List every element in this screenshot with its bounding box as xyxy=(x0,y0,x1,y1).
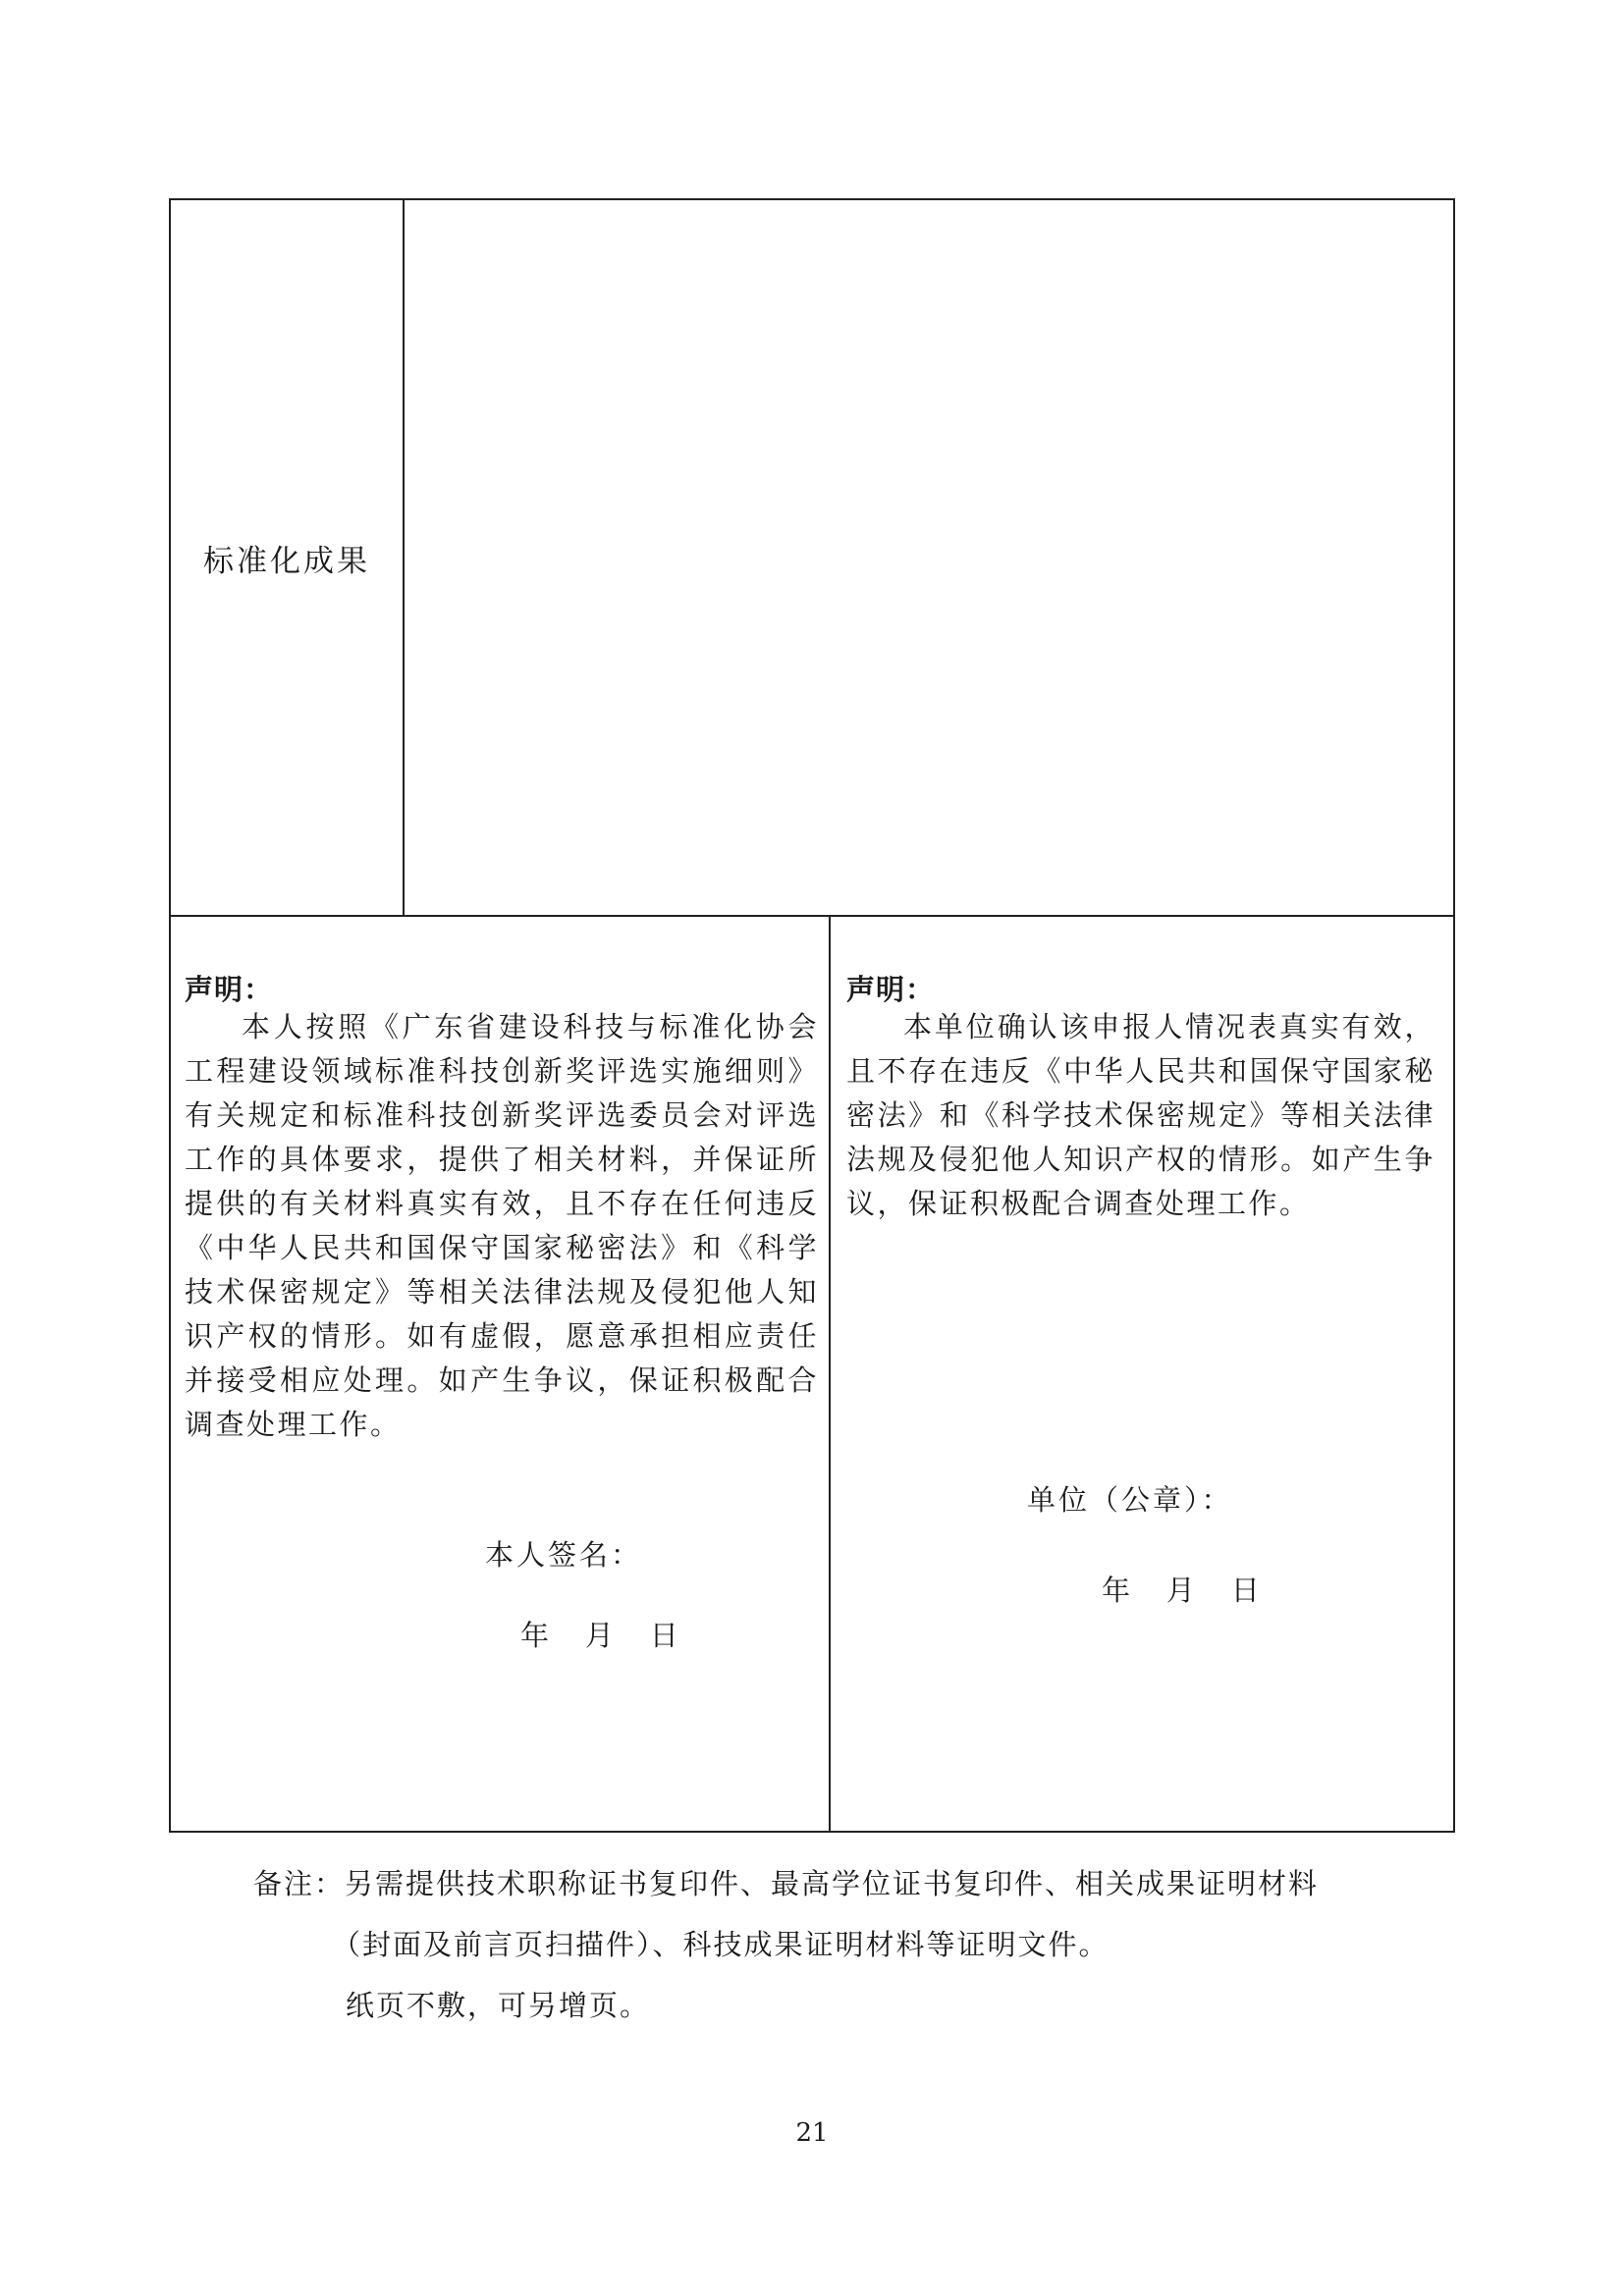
unit-seal-label: 单位（公章）： xyxy=(1027,1483,1233,1517)
notes-section xyxy=(253,1853,1319,2036)
standardization-results-row xyxy=(171,200,1453,917)
personal-signature-label: 本人签名： xyxy=(485,1538,643,1572)
personal-signature-date: 年 月 日 xyxy=(520,1619,678,1652)
application-form-table xyxy=(169,198,1455,1833)
standardization-results-label: 标准化成果 xyxy=(203,543,370,579)
note-line-2: （封面及前言页扫描件）、科技成果证明材料等证明文件。 xyxy=(332,1928,1110,1961)
declaration-row xyxy=(171,917,1453,1831)
standardization-results-label-cell xyxy=(171,200,405,915)
note-line-1: 备注：另需提供技术职称证书复印件、最高学位证书复印件、相关成果证明材料 xyxy=(253,1867,1320,1900)
standardization-results-content-cell[interactable] xyxy=(405,200,1453,915)
unit-declaration-title: 声明： xyxy=(846,973,936,1006)
note-line-3: 纸页不敷，可另增页。 xyxy=(346,1989,651,2022)
unit-declaration-text: 本单位确认该申报人情况表真实有效，且不存在违反《中华人民共和国保守国家秘密法》和《科学技术保密规定》等相关法律法规及侵犯他人知识产权的情形。如产生争议，保证积极配合调查处理工作。 xyxy=(846,1010,1435,1220)
unit-seal-date: 年 月 日 xyxy=(1102,1574,1260,1607)
personal-declaration-text: 本人按照《广东省建设科技与标准化协会工程建设领域标准科技创新奖评选实施细则》有关规定和标准科技创新奖评选委员会对评选工作的具体要求，提供了相关材料，并保证所提供的有关材料真实有效，且不存在任何违反《中华人民共和国保守国家秘密法》和《科学技术保密规定》等相关法律法规及侵犯他人知识产权的情形。如有虚假，愿意承担相应责任并接受相应处理。如产生争议，保证积极配合调查处理工作。 xyxy=(185,1010,819,1441)
unit-declaration-cell xyxy=(831,917,1453,1831)
page-number: 21 xyxy=(795,2118,829,2148)
personal-declaration-title: 声明： xyxy=(185,973,274,1006)
personal-declaration-cell xyxy=(171,917,831,1831)
